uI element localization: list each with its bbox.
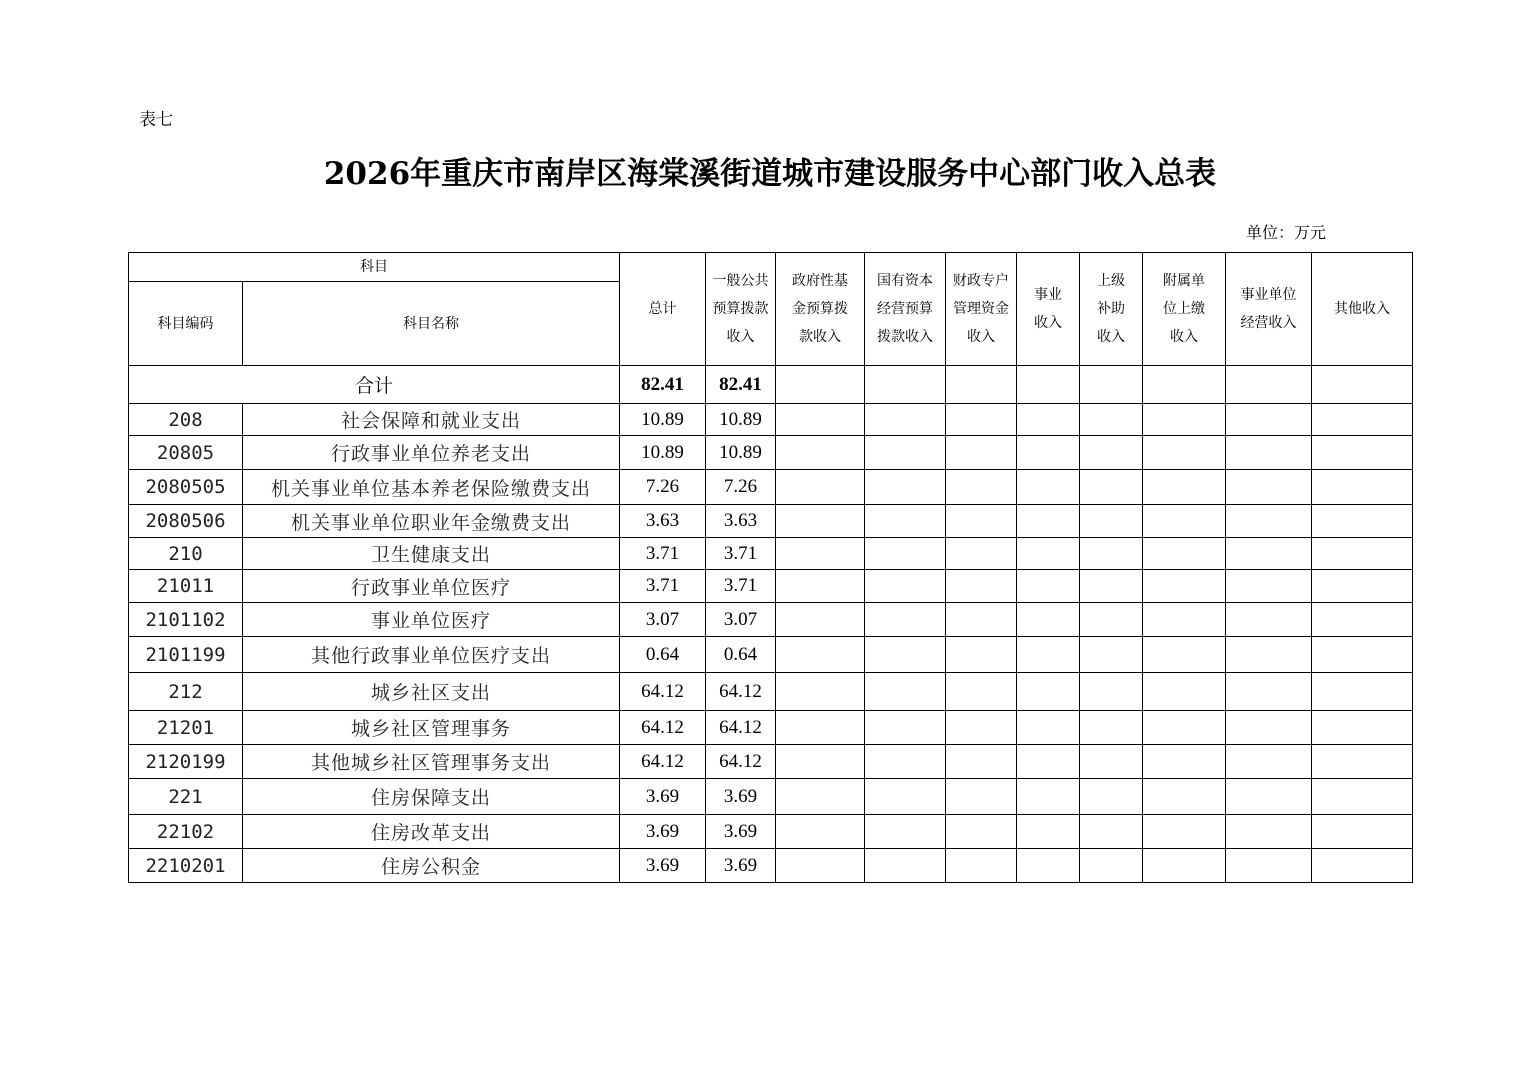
empty-cell <box>865 436 946 470</box>
empty-cell <box>1312 505 1413 538</box>
empty-cell <box>1143 538 1226 570</box>
empty-cell <box>865 711 946 745</box>
empty-cell <box>1312 470 1413 505</box>
table-label: 表七 <box>139 110 173 130</box>
total-cell: 3.07 <box>620 603 706 637</box>
header-gov-fund-text: 政府性基金预算拨款收入 <box>792 273 848 345</box>
empty-cell <box>946 538 1017 570</box>
empty-cell <box>865 779 946 815</box>
empty-cell <box>1080 815 1143 849</box>
empty-cell <box>776 637 865 673</box>
total-cell: 3.71 <box>620 538 706 570</box>
empty-cell <box>776 505 865 538</box>
header-business-income <box>1017 253 1080 366</box>
empty-cell <box>1017 745 1080 779</box>
table-row <box>129 849 1413 883</box>
empty-cell <box>1226 603 1312 637</box>
subject-code-cell: 2210201 <box>129 849 243 883</box>
total-cell: 64.12 <box>620 745 706 779</box>
subject-name-cell: 行政事业单位医疗 <box>243 570 620 603</box>
empty-cell <box>1080 849 1143 883</box>
empty-cell <box>1017 711 1080 745</box>
header-affiliated-remit-text: 附属单位上缴收入 <box>1163 273 1205 345</box>
total-cell: 3.69 <box>620 779 706 815</box>
empty-cell <box>946 637 1017 673</box>
table-row <box>129 470 1413 505</box>
empty-cell <box>1226 366 1312 404</box>
table-row <box>129 570 1413 603</box>
empty-cell <box>1226 570 1312 603</box>
header-state-capital-text: 国有资本经营预算拨款收入 <box>877 273 933 345</box>
header-superior-subsidy-text: 上级补助收入 <box>1097 273 1125 345</box>
general-budget-cell: 0.64 <box>706 637 776 673</box>
empty-cell <box>1143 366 1226 404</box>
total-cell: 10.89 <box>620 436 706 470</box>
header-row-1 <box>129 253 1413 282</box>
subject-code-cell: 210 <box>129 538 243 570</box>
total-cell: 64.12 <box>620 673 706 711</box>
header-total: 总计 <box>620 253 706 366</box>
empty-cell <box>865 745 946 779</box>
empty-cell <box>1143 711 1226 745</box>
subject-name-cell: 行政事业单位养老支出 <box>243 436 620 470</box>
empty-cell <box>1226 849 1312 883</box>
empty-cell <box>776 673 865 711</box>
general-budget-cell: 64.12 <box>706 711 776 745</box>
general-budget-cell: 3.07 <box>706 603 776 637</box>
empty-cell <box>1312 538 1413 570</box>
total-cell: 3.69 <box>620 815 706 849</box>
header-general-budget <box>706 253 776 366</box>
subject-name-cell: 城乡社区管理事务 <box>243 711 620 745</box>
empty-cell <box>1312 603 1413 637</box>
empty-cell <box>865 470 946 505</box>
empty-cell <box>1226 505 1312 538</box>
empty-cell <box>946 470 1017 505</box>
empty-cell <box>776 470 865 505</box>
empty-cell <box>1143 815 1226 849</box>
empty-cell <box>946 815 1017 849</box>
empty-cell <box>1017 779 1080 815</box>
header-special-account <box>946 253 1017 366</box>
subject-code-cell: 2101199 <box>129 637 243 673</box>
table-body <box>129 366 1413 883</box>
subject-code-cell: 20805 <box>129 436 243 470</box>
empty-cell <box>946 673 1017 711</box>
empty-cell <box>776 436 865 470</box>
empty-cell <box>1017 603 1080 637</box>
header-state-capital <box>865 253 946 366</box>
empty-cell <box>865 366 946 404</box>
empty-cell <box>1080 470 1143 505</box>
empty-cell <box>1312 745 1413 779</box>
empty-cell <box>1312 637 1413 673</box>
subject-code-cell: 22102 <box>129 815 243 849</box>
header-special-account-text: 财政专户管理资金收入 <box>953 273 1009 345</box>
empty-cell <box>1312 711 1413 745</box>
empty-cell <box>1080 637 1143 673</box>
income-summary-table <box>128 252 1413 883</box>
empty-cell <box>865 603 946 637</box>
empty-cell <box>1080 711 1143 745</box>
table-row <box>129 505 1413 538</box>
general-budget-cell: 7.26 <box>706 470 776 505</box>
empty-cell <box>1017 470 1080 505</box>
subject-name-cell: 住房保障支出 <box>243 779 620 815</box>
empty-cell <box>1312 815 1413 849</box>
empty-cell <box>1312 366 1413 404</box>
empty-cell <box>1312 404 1413 436</box>
empty-cell <box>946 570 1017 603</box>
empty-cell <box>1017 815 1080 849</box>
table-row <box>129 404 1413 436</box>
empty-cell <box>946 603 1017 637</box>
empty-cell <box>1143 745 1226 779</box>
total-cell: 7.26 <box>620 470 706 505</box>
empty-cell <box>1143 470 1226 505</box>
subject-name-cell: 社会保障和就业支出 <box>243 404 620 436</box>
empty-cell <box>865 849 946 883</box>
empty-cell <box>776 603 865 637</box>
subject-code-cell: 221 <box>129 779 243 815</box>
total-cell: 3.63 <box>620 505 706 538</box>
table-row <box>129 436 1413 470</box>
table-row <box>129 673 1413 711</box>
subject-code-cell: 212 <box>129 673 243 711</box>
empty-cell <box>1080 673 1143 711</box>
total-cell: 64.12 <box>620 711 706 745</box>
general-budget-cell: 3.63 <box>706 505 776 538</box>
general-budget-cell: 3.69 <box>706 815 776 849</box>
general-budget-cell: 3.69 <box>706 779 776 815</box>
table-row <box>129 711 1413 745</box>
empty-cell <box>1080 538 1143 570</box>
empty-cell <box>1017 436 1080 470</box>
header-gov-fund <box>776 253 865 366</box>
header-subject: 科目 <box>129 253 620 282</box>
empty-cell <box>1226 436 1312 470</box>
total-cell: 3.69 <box>620 849 706 883</box>
empty-cell <box>1143 505 1226 538</box>
empty-cell <box>865 505 946 538</box>
empty-cell <box>1080 603 1143 637</box>
table-row <box>129 538 1413 570</box>
table-row <box>129 745 1413 779</box>
empty-cell <box>1080 436 1143 470</box>
general-budget-cell: 64.12 <box>706 745 776 779</box>
header-subject-name: 科目名称 <box>243 282 620 366</box>
empty-cell <box>776 849 865 883</box>
empty-cell <box>1080 779 1143 815</box>
empty-cell <box>1312 570 1413 603</box>
empty-cell <box>1080 366 1143 404</box>
table-row <box>129 637 1413 673</box>
empty-cell <box>776 745 865 779</box>
total-cell: 0.64 <box>620 637 706 673</box>
empty-cell <box>776 404 865 436</box>
general-budget-cell: 64.12 <box>706 673 776 711</box>
general-budget-cell: 10.89 <box>706 436 776 470</box>
empty-cell <box>1226 470 1312 505</box>
empty-cell <box>1312 673 1413 711</box>
subject-name-cell: 其他城乡社区管理事务支出 <box>243 745 620 779</box>
empty-cell <box>946 779 1017 815</box>
empty-cell <box>1017 637 1080 673</box>
empty-cell <box>865 637 946 673</box>
empty-cell <box>865 815 946 849</box>
empty-cell <box>946 745 1017 779</box>
subject-name-cell: 住房公积金 <box>243 849 620 883</box>
empty-cell <box>1143 637 1226 673</box>
subject-name-cell: 事业单位医疗 <box>243 603 620 637</box>
empty-cell <box>1226 673 1312 711</box>
empty-cell <box>1143 603 1226 637</box>
empty-cell <box>1017 505 1080 538</box>
empty-cell <box>1312 849 1413 883</box>
empty-cell <box>1017 849 1080 883</box>
subject-name-cell: 城乡社区支出 <box>243 673 620 711</box>
empty-cell <box>1143 404 1226 436</box>
table-row <box>129 603 1413 637</box>
empty-cell <box>946 366 1017 404</box>
table-row <box>129 779 1413 815</box>
empty-cell <box>1143 673 1226 711</box>
subject-code-cell: 2080506 <box>129 505 243 538</box>
total-cell: 3.71 <box>620 570 706 603</box>
empty-cell <box>1017 538 1080 570</box>
empty-cell <box>865 404 946 436</box>
empty-cell <box>1226 711 1312 745</box>
total-label: 合计 <box>129 366 620 404</box>
total-row <box>129 366 1413 404</box>
subject-code-cell: 21201 <box>129 711 243 745</box>
empty-cell <box>1226 779 1312 815</box>
subject-code-cell: 2080505 <box>129 470 243 505</box>
empty-cell <box>1226 538 1312 570</box>
header-operating-income-text: 事业单位经营收入 <box>1240 287 1297 331</box>
empty-cell <box>1080 570 1143 603</box>
empty-cell <box>946 404 1017 436</box>
general-budget-cell: 3.69 <box>706 849 776 883</box>
empty-cell <box>1080 404 1143 436</box>
subject-code-cell: 2101102 <box>129 603 243 637</box>
total-cell: 10.89 <box>620 404 706 436</box>
header-other-income: 其他收入 <box>1312 253 1413 366</box>
empty-cell <box>776 366 865 404</box>
header-affiliated-remit <box>1143 253 1226 366</box>
empty-cell <box>776 711 865 745</box>
subject-code-cell: 208 <box>129 404 243 436</box>
total-row-general-budget: 82.41 <box>706 366 776 404</box>
header-operating-income <box>1226 253 1312 366</box>
subject-name-cell: 卫生健康支出 <box>243 538 620 570</box>
empty-cell <box>1017 404 1080 436</box>
empty-cell <box>1226 815 1312 849</box>
empty-cell <box>776 570 865 603</box>
empty-cell <box>1017 366 1080 404</box>
empty-cell <box>946 849 1017 883</box>
subject-name-cell: 机关事业单位基本养老保险缴费支出 <box>243 470 620 505</box>
empty-cell <box>1143 849 1226 883</box>
empty-cell <box>946 505 1017 538</box>
general-budget-cell: 10.89 <box>706 404 776 436</box>
subject-code-cell: 2120199 <box>129 745 243 779</box>
empty-cell <box>865 673 946 711</box>
empty-cell <box>1080 505 1143 538</box>
empty-cell <box>1017 673 1080 711</box>
subject-name-cell: 住房改革支出 <box>243 815 620 849</box>
empty-cell <box>865 570 946 603</box>
empty-cell <box>1226 745 1312 779</box>
empty-cell <box>1080 745 1143 779</box>
empty-cell <box>776 815 865 849</box>
empty-cell <box>1312 779 1413 815</box>
page-title: 2026年重庆市南岸区海棠溪街道城市建设服务中心部门收入总表 <box>323 156 1217 192</box>
empty-cell <box>1312 436 1413 470</box>
header-superior-subsidy <box>1080 253 1143 366</box>
subject-name-cell: 其他行政事业单位医疗支出 <box>243 637 620 673</box>
empty-cell <box>1143 779 1226 815</box>
header-general-budget-text: 一般公共预算拨款收入 <box>712 273 769 345</box>
empty-cell <box>1017 570 1080 603</box>
table-row <box>129 815 1413 849</box>
empty-cell <box>1226 404 1312 436</box>
empty-cell <box>865 538 946 570</box>
general-budget-cell: 3.71 <box>706 570 776 603</box>
empty-cell <box>946 711 1017 745</box>
empty-cell <box>1143 570 1226 603</box>
empty-cell <box>946 436 1017 470</box>
general-budget-cell: 3.71 <box>706 538 776 570</box>
unit-note: 单位：万元 <box>1245 223 1326 242</box>
empty-cell <box>776 779 865 815</box>
header-business-income-text: 事业收入 <box>1034 287 1062 331</box>
header-subject-code: 科目编码 <box>129 282 243 366</box>
empty-cell <box>1143 436 1226 470</box>
subject-code-cell: 21011 <box>129 570 243 603</box>
empty-cell <box>776 538 865 570</box>
empty-cell <box>1226 637 1312 673</box>
subject-name-cell: 机关事业单位职业年金缴费支出 <box>243 505 620 538</box>
total-row-total: 82.41 <box>620 366 706 404</box>
